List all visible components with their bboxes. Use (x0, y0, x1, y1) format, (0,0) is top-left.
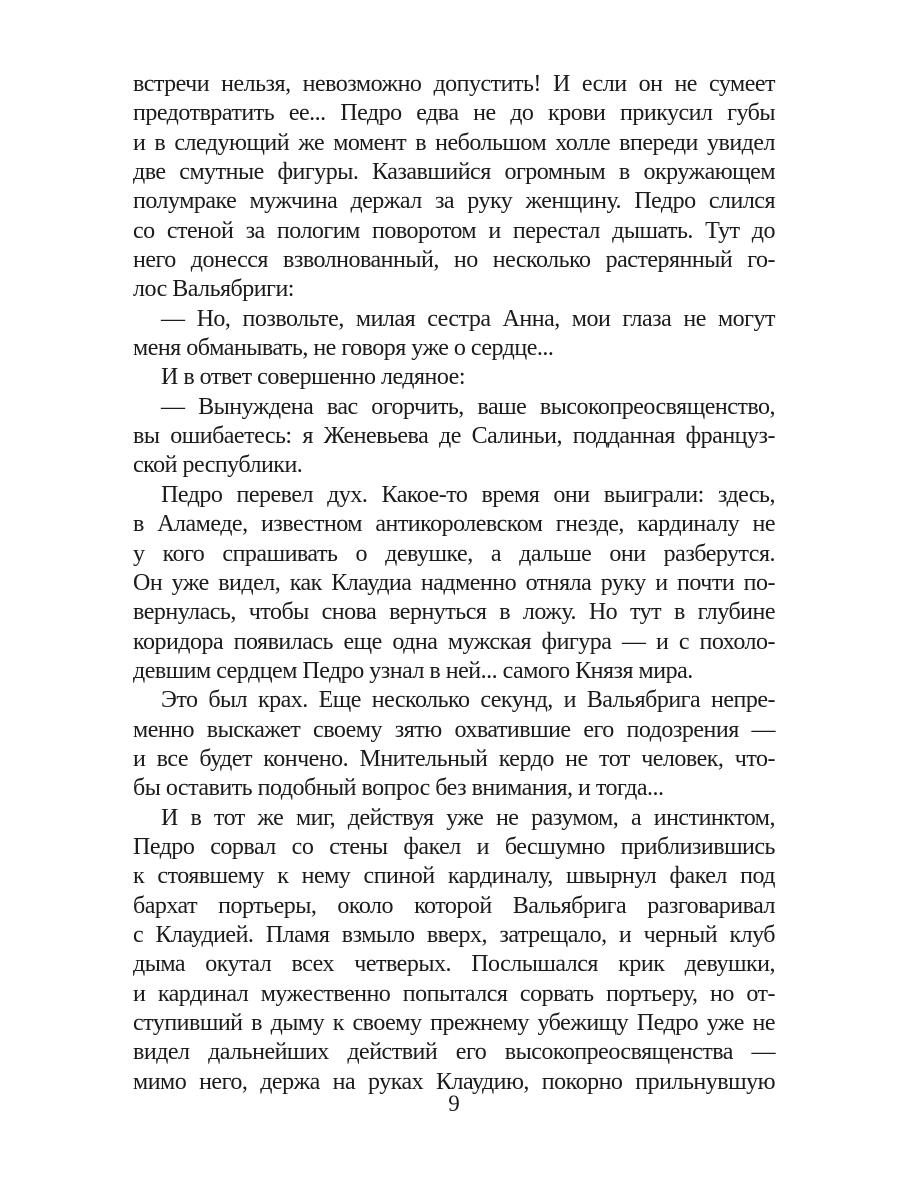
text-line: и все будет кончено. Мнительный кердо не тот человек, что- (133, 745, 775, 772)
text-line: вернулась, чтобы снова вернуться в ложу. Но тут в глубине (133, 599, 775, 626)
paragraph (133, 305, 775, 364)
text-line: Он уже видел, как Клаудиа надменно отняла руку и почти по- (133, 569, 775, 596)
text-line: бы оставить подобный вопрос без внимания, и тогда... (133, 775, 664, 802)
page-number: 9 (448, 1091, 460, 1116)
text-line: И в ответ совершенно ледяное: (161, 364, 466, 391)
text-line: — Вынуждена вас огорчить, ваше высокопреосвященство, (161, 393, 775, 420)
text-line: ступивший в дыму к своему прежнему убежищу Педро уже не (133, 1010, 775, 1036)
text-line: него донесся взволнованный, но несколько растерянный го- (133, 247, 775, 274)
text-line: полумраке мужчина держал за руку женщину. Педро слился (133, 188, 775, 215)
paragraph (133, 686, 775, 803)
paragraph (133, 804, 775, 1097)
text-line: девшим сердцем Педро узнал в ней... самого Князя мира. (133, 657, 693, 684)
text-line: меня обманывать, не говоря уже о сердце... (133, 335, 554, 362)
paragraph (133, 393, 775, 481)
text-line: коридора появилась еще одна мужская фигура — и с похоло- (133, 628, 775, 655)
text-line: видел дальнейших действий его высокопреосвященства — (133, 1039, 775, 1066)
paragraph (133, 363, 775, 392)
text-line: с Клаудией. Пламя взмыло вверх, затрещало, и черный клуб (133, 921, 775, 948)
text-line: лос Вальябриги: (133, 276, 294, 303)
text-line: встречи нельзя, невозможно допустить! И если он не сумеет (133, 71, 775, 97)
text-line: И в тот же миг, действуя уже не разумом, а инстинктом, (161, 804, 775, 831)
text-line: у кого спрашивать о девушке, а дальше они разберутся. (133, 540, 775, 567)
text-line: и кардинал мужественно попытался сорвать портьеру, но от- (133, 980, 775, 1007)
text-line: — Но, позвольте, милая сестра Анна, мои глаза не могут (161, 305, 775, 332)
text-line: Педро перевел дух. Какое-то время они выиграли: здесь, (161, 481, 775, 508)
text-line: к стоявшему к нему спиной кардиналу, швырнул факел под (133, 863, 775, 890)
paragraph (133, 70, 775, 305)
text-line: предотвратить ее... Педро едва не до крови прикусил губы (133, 100, 775, 127)
page-text (133, 70, 775, 1097)
text-line: Педро сорвал со стены факел и бесшумно приблизившись (133, 833, 775, 860)
text-line: со стеной за пологим поворотом и перестал дышать. Тут до (133, 217, 775, 244)
text-line: в Аламеде, известном антикоролевском гнезде, кардиналу не (133, 511, 775, 538)
text-line: бархат портьеры, около которой Вальябрига разговаривал (133, 892, 775, 919)
text-line: вы ошибаетесь: я Женевьева де Салиньи, подданная француз- (133, 423, 775, 450)
text-line: менно выскажет своему зятю охватившие его подозрения — (133, 716, 775, 743)
text-line: ской республики. (133, 452, 303, 479)
text-line: Это был крах. Еще несколько секунд, и Вальябрига непре- (161, 687, 775, 714)
text-line: дыма окутал всех четверых. Послышался крик девушки, (133, 951, 775, 978)
text-line: две смутные фигуры. Казавшийся огромным в окружающем (133, 159, 775, 186)
text-line: и в следующий же момент в небольшом холле впереди увидел (133, 129, 775, 156)
text-line: мимо него, держа на руках Клаудию, покорно прильнувшую (133, 1068, 775, 1095)
paragraph (133, 481, 775, 686)
